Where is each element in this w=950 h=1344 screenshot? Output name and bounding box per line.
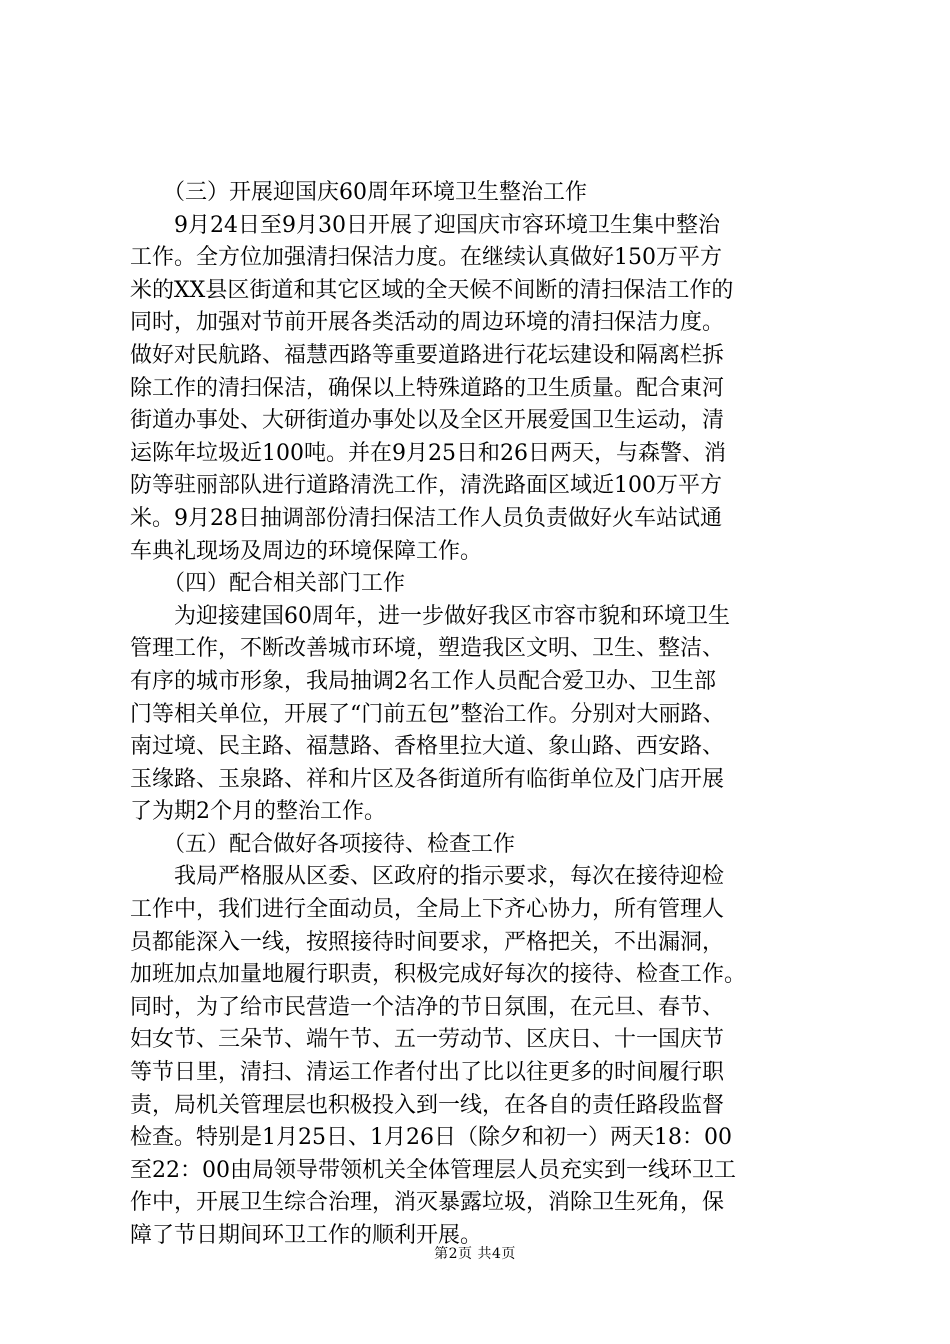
paragraph-line: 妇女节、三朵节、端午节、五一劳动节、区庆日、十一国庆节: [130, 1027, 725, 1053]
paragraph-line: 防等驻丽部队进行道路清洗工作，清洗路面区域近100万平方: [130, 473, 722, 499]
page-footer: [0, 1244, 950, 1264]
heading-section-4: （四）配合相关部门工作: [130, 571, 406, 597]
paragraph-line: 我局严格服从区委、区政府的指示要求，每次在接待迎检: [130, 864, 725, 890]
paragraph-line: 员都能深入一线，按照接待时间要求，严格把关，不出漏洞，: [130, 929, 725, 955]
paragraph-line: 加班加点加量地履行职责，积极完成好每次的接待、检查工作。: [130, 962, 747, 988]
paragraph-line: 门等相关单位，开展了“门前五包”整治工作。分别对大丽路、: [130, 701, 725, 727]
paragraph-line: 米的XX县区街道和其它区域的全天候不间断的清扫保洁工作的: [130, 277, 734, 303]
document-body: [130, 177, 830, 1253]
paragraph-line: 检查。特别是1月25日、1月26日（除夕和初一）两天18：00: [130, 1125, 732, 1151]
paragraph-line: 米。9月28日抽调部份清扫保洁工作人员负责做好火车站试通: [130, 505, 722, 531]
paragraph-line: 除工作的清扫保洁，确保以上特殊道路的卫生质量。配合東河: [130, 375, 725, 401]
paragraph-line: 障了节日期间环卫工作的顺利开展。: [130, 1223, 483, 1248]
paragraph-line: 有序的城市形象，我局抽调2名工作人员配合爱卫办、卫生部: [130, 668, 716, 694]
paragraph-line: 街道办事处、大研街道办事处以及全区开展爱国卫生运动，清: [130, 408, 725, 434]
paragraph-line: 车典礼现场及周边的环境保障工作。: [130, 538, 483, 564]
paragraph-line: 至22：00由局领导带领机关全体管理层人员充实到一线环卫工: [130, 1157, 736, 1183]
paragraph-line: 同时，加强对节前开展各类活动的周边环境的清扫保洁力度。: [130, 310, 725, 336]
page-number-label: 第2页 共4页: [434, 1246, 516, 1262]
paragraph-line: 9月24日至9月30日开展了迎国庆市容环境卫生集中整治: [130, 212, 720, 238]
paragraph-line: 工作中，我们进行全面动员，全局上下齐心协力，所有管理人: [130, 897, 725, 923]
paragraph-line: 同时，为了给市民营造一个洁净的节日氛围，在元旦、春节、: [130, 994, 725, 1020]
paragraph-line: 南过境、民主路、福慧路、香格里拉大道、象山路、西安路、: [130, 734, 725, 760]
paragraph-line: 运陈年垃圾近100吨。并在9月25日和26日两天，与森警、消: [130, 440, 726, 466]
paragraph-line: 责，局机关管理层也积极投入到一线，在各自的责任路段监督: [130, 1092, 725, 1118]
heading-section-3: （三）开展迎国庆60周年环境卫生整治工作: [130, 180, 587, 205]
paragraph-line: 为迎接建国60周年，进一步做好我区市容市貌和环境卫生: [130, 603, 730, 629]
paragraph-line: 了为期2个月的整治工作。: [130, 799, 386, 825]
heading-section-5: （五）配合做好各项接待、检查工作: [130, 831, 516, 857]
paragraph-line: 管理工作，不断改善城市环境，塑造我区文明、卫生、整洁、: [130, 636, 725, 662]
paragraph-line: 做好对民航路、福慧西路等重要道路进行花坛建设和隔离栏拆: [130, 342, 725, 368]
paragraph-line: 作中，开展卫生综合治理，消灭暴露垃圾，消除卫生死角，保: [130, 1190, 725, 1216]
paragraph-line: 玉缘路、玉泉路、祥和片区及各街道所有临街单位及门店开展: [130, 766, 725, 792]
paragraph-line: 工作。全方位加强清扫保洁力度。在继续认真做好150万平方: [130, 245, 722, 271]
paragraph-line: 等节日里，清扫、清运工作者付出了比以往更多的时间履行职: [130, 1060, 725, 1086]
